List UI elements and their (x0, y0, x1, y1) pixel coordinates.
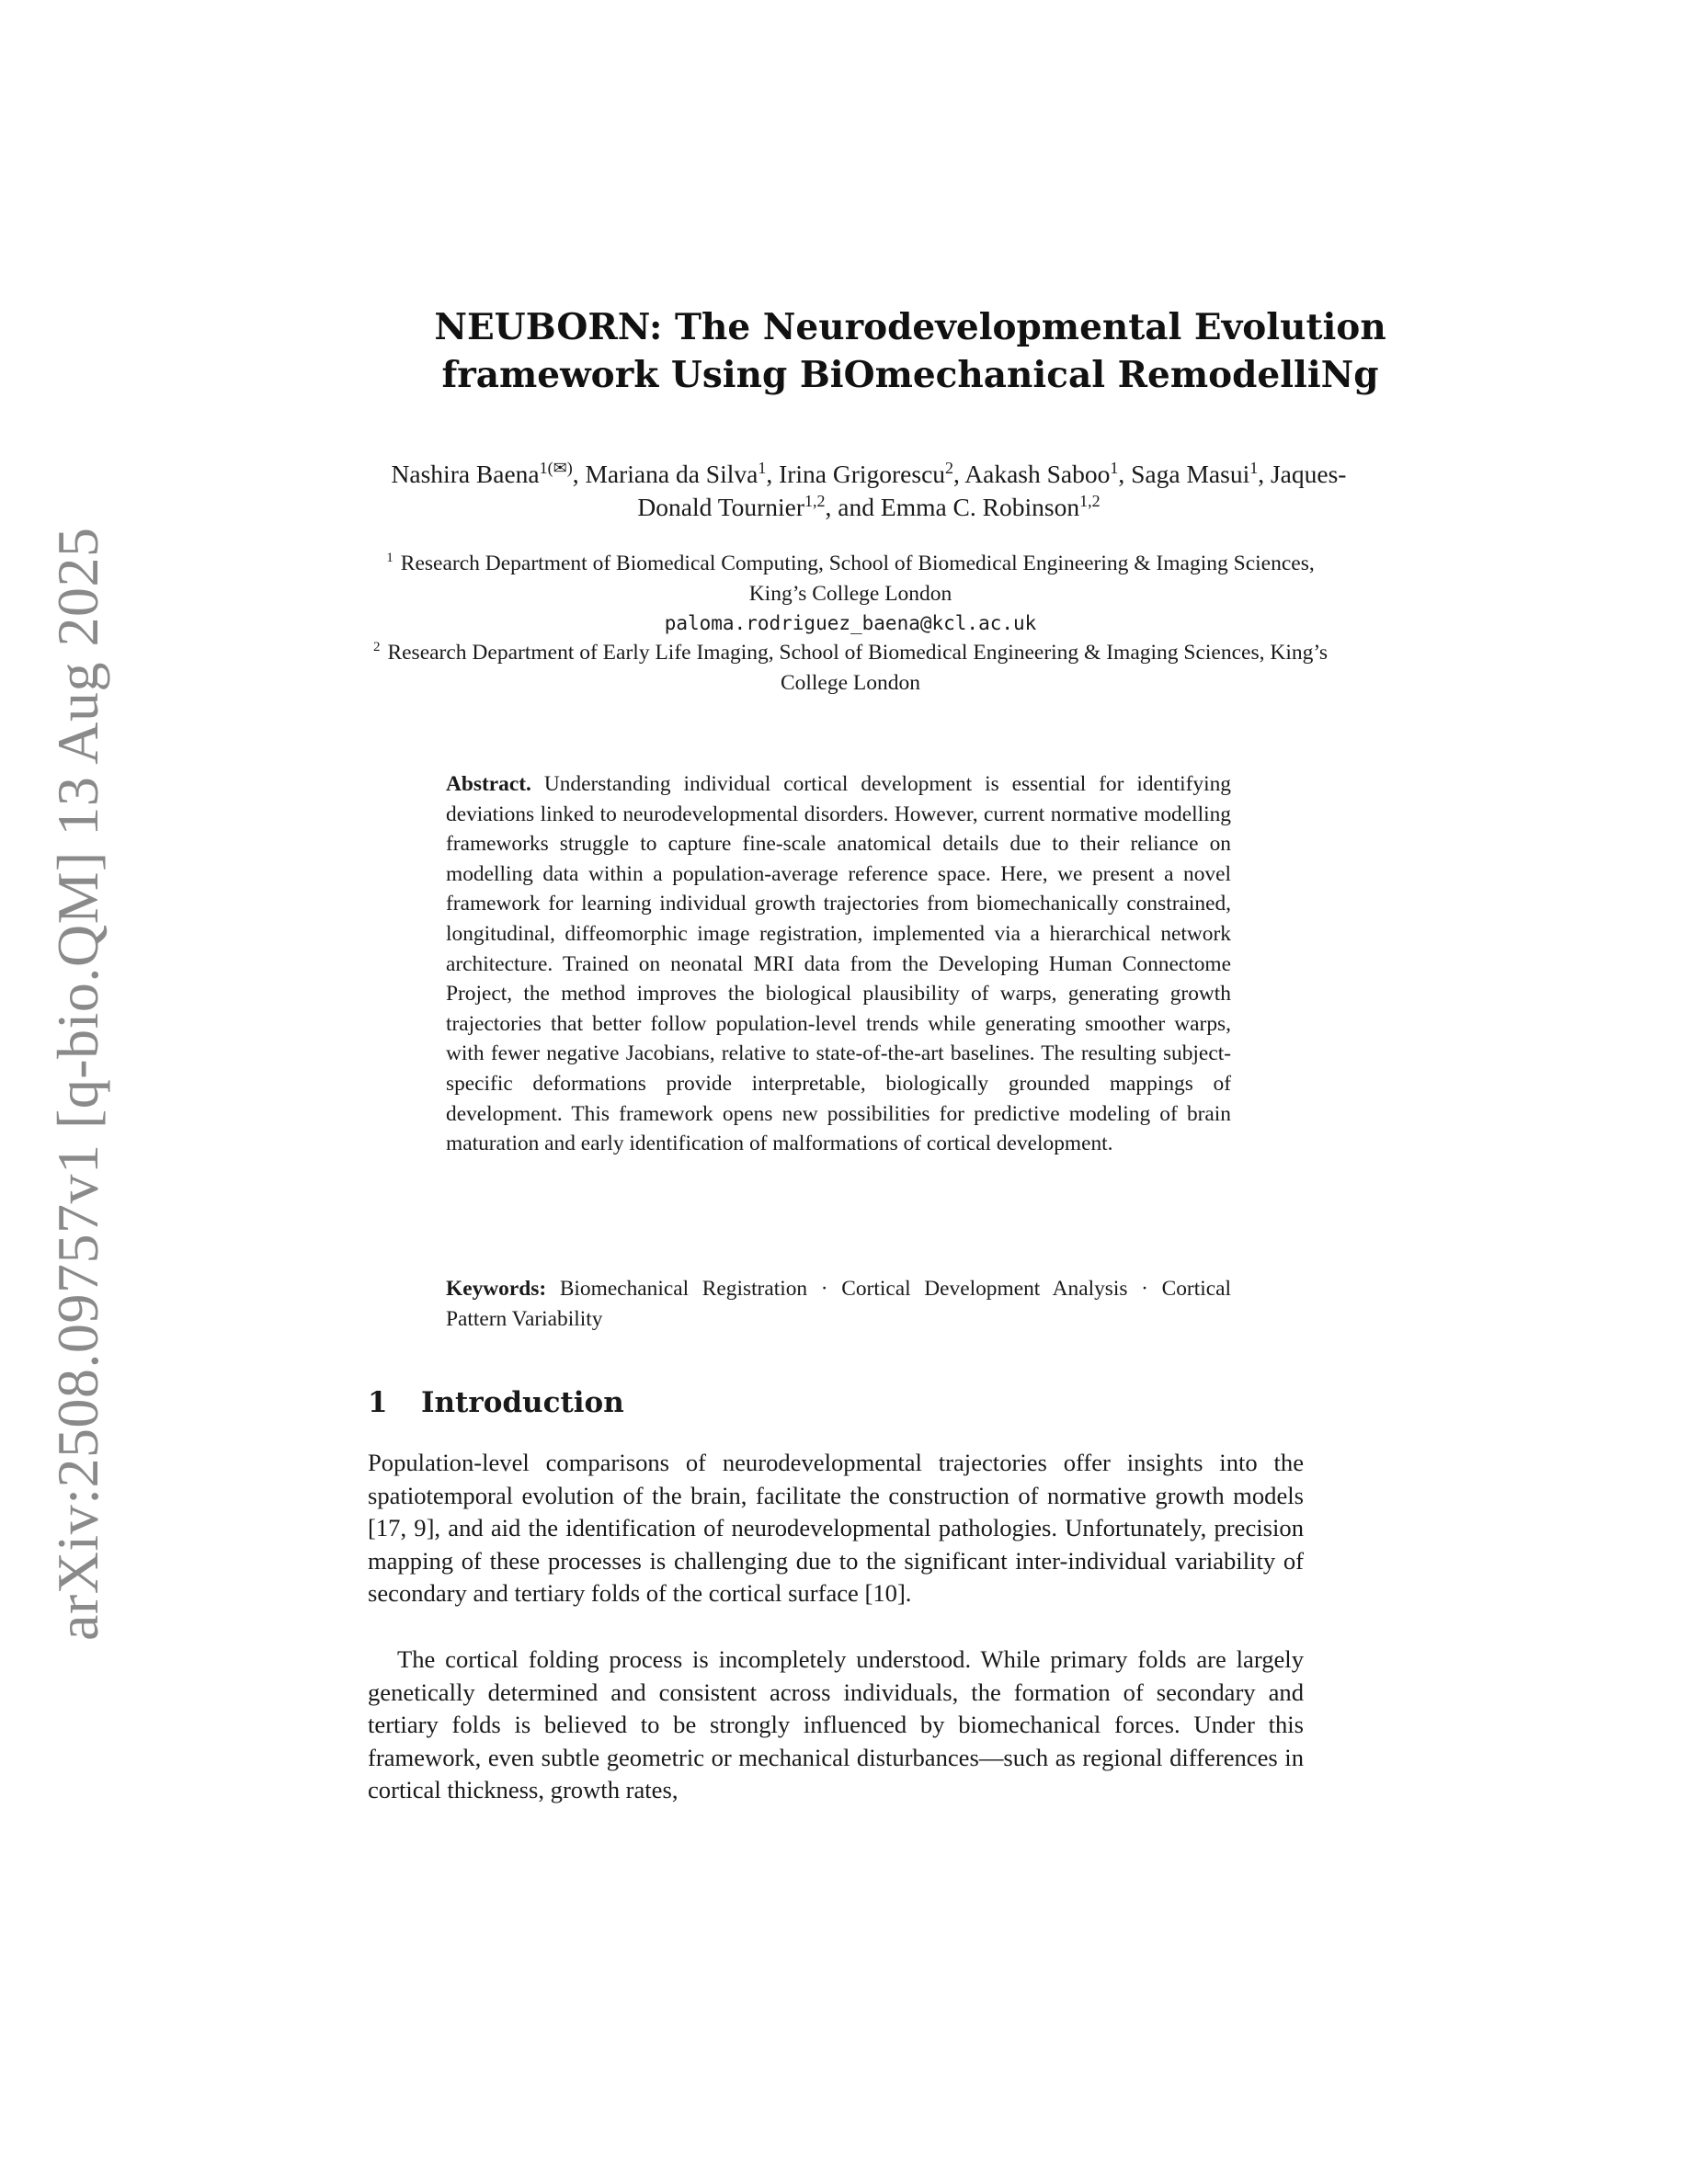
body-paragraph: Population-level comparisons of neurodevelopmental trajectories offer insights into the spatiotemporal evolution of the brain, facilitate the construction of normative growth models [17, 9], and aid the identification of neurodevelopmental pathologies. Unfortunately, precision mapping of these processes is challenging due to the significant inter-individual variability of secondary and tertiary folds of the cortical surface [10]. (368, 1449, 1304, 1608)
affiliation-2-text: Research Department of Early Life Imaging, School of Biomedical Engineering & Imaging Sciences, King’s College London (387, 641, 1329, 695)
author-affiliation-mark: 1 (758, 458, 767, 477)
author-affiliation-mark: 2 (945, 458, 954, 477)
keywords (446, 1274, 1231, 1334)
section-title: Introduction (421, 1386, 624, 1419)
title-line-1: NEUBORN: The Neurodevelopmental Evolution (434, 306, 1386, 348)
abstract-label: Abstract. (446, 772, 531, 796)
affiliation-1-text: Research Department of Biomedical Computing, School of Biomedical Engineering & Imaging Sciences, King’s College London (400, 552, 1315, 606)
author-name: Saga Masui (1131, 460, 1250, 488)
author-name: Irina Grigorescu (779, 460, 946, 488)
author-affiliation-mark: 1 (1110, 458, 1119, 477)
author-separator: , (1118, 460, 1132, 488)
author-name: Mariana da Silva (585, 460, 758, 488)
author-name: Aakash Saboo (964, 460, 1111, 488)
affiliation-2 (372, 638, 1329, 699)
affiliation-1 (372, 549, 1329, 609)
author-separator: , (572, 460, 586, 488)
abstract-text: Understanding individual cortical development is essential for identifying deviations linked to neurodevelopmental disorders. However, current normative modelling frameworks struggle to capture fine-scale anatomical details due to their reliance on modelling data within a population-average reference space. Here, we present a novel framework for learning individual growth trajectories from biomechanically constrained, longitudinal, diffeomorphic image registration, implemented via a hierarchical network architecture. Trained on neonatal MRI data from the Developing Human Connectome Project, the method improves the biological plausibility of warps, generating growth trajectories that better follow population-level trends while generating smoother warps, with fewer negative Jacobians, relative to state-of-the-art baselines. The resulting subject-specific deformations provide interpretable, biologically grounded mappings of development. This framework opens new possibilities for predictive modeling of brain maturation and early identification of malformations of cortical development. (446, 772, 1231, 1156)
author-separator: , and (825, 493, 881, 521)
affiliation-1-mark: 1 (386, 551, 393, 566)
author-affiliation-mark: 1,2 (1079, 491, 1101, 510)
paper-title (368, 303, 1453, 399)
author-list (363, 458, 1374, 524)
author-separator: , (766, 460, 780, 488)
author-separator: , (953, 460, 965, 488)
keywords-label: Keywords: (446, 1277, 547, 1301)
body-paragraph: The cortical folding process is incompletely understood. While primary folds are largely genetically determined and consistent across individuals, the formation of secondary and tertiary folds is believed to be strongly influenced by biomechanical forces. Under this framework, even subtle geometric or mechanical disturbances—such as regional differences in cortical thickness, growth rates, (368, 1645, 1304, 1804)
section-heading-introduction (368, 1384, 624, 1421)
author-name: Nashira Baena (391, 460, 540, 488)
keywords-text: Biomechanical Registration · Cortical Development Analysis · Cortical Pattern Variability (446, 1277, 1231, 1331)
affiliation-2-mark: 2 (372, 640, 381, 655)
arxiv-identifier-stamp[interactable]: arXiv:2508.09757v1 [q-bio.QM] 13 Aug 2025 (45, 527, 110, 1641)
author-name: Jaques-Donald Tournier (637, 460, 1347, 521)
author-affiliation-mark: 1 (1249, 458, 1259, 477)
contact-email[interactable]: paloma.rodriguez_baena@kcl.ac.uk (664, 612, 1037, 634)
author-affiliation-mark: 1(✉) (539, 458, 573, 477)
abstract (446, 769, 1231, 1159)
title-line-2: framework Using BiOmechanical RemodelliNg (441, 354, 1379, 396)
author-affiliation-mark: 1,2 (804, 491, 826, 510)
author-separator: , (1258, 460, 1271, 488)
section-number: 1 (368, 1386, 388, 1419)
author-name: Emma C. Robinson (880, 493, 1080, 521)
